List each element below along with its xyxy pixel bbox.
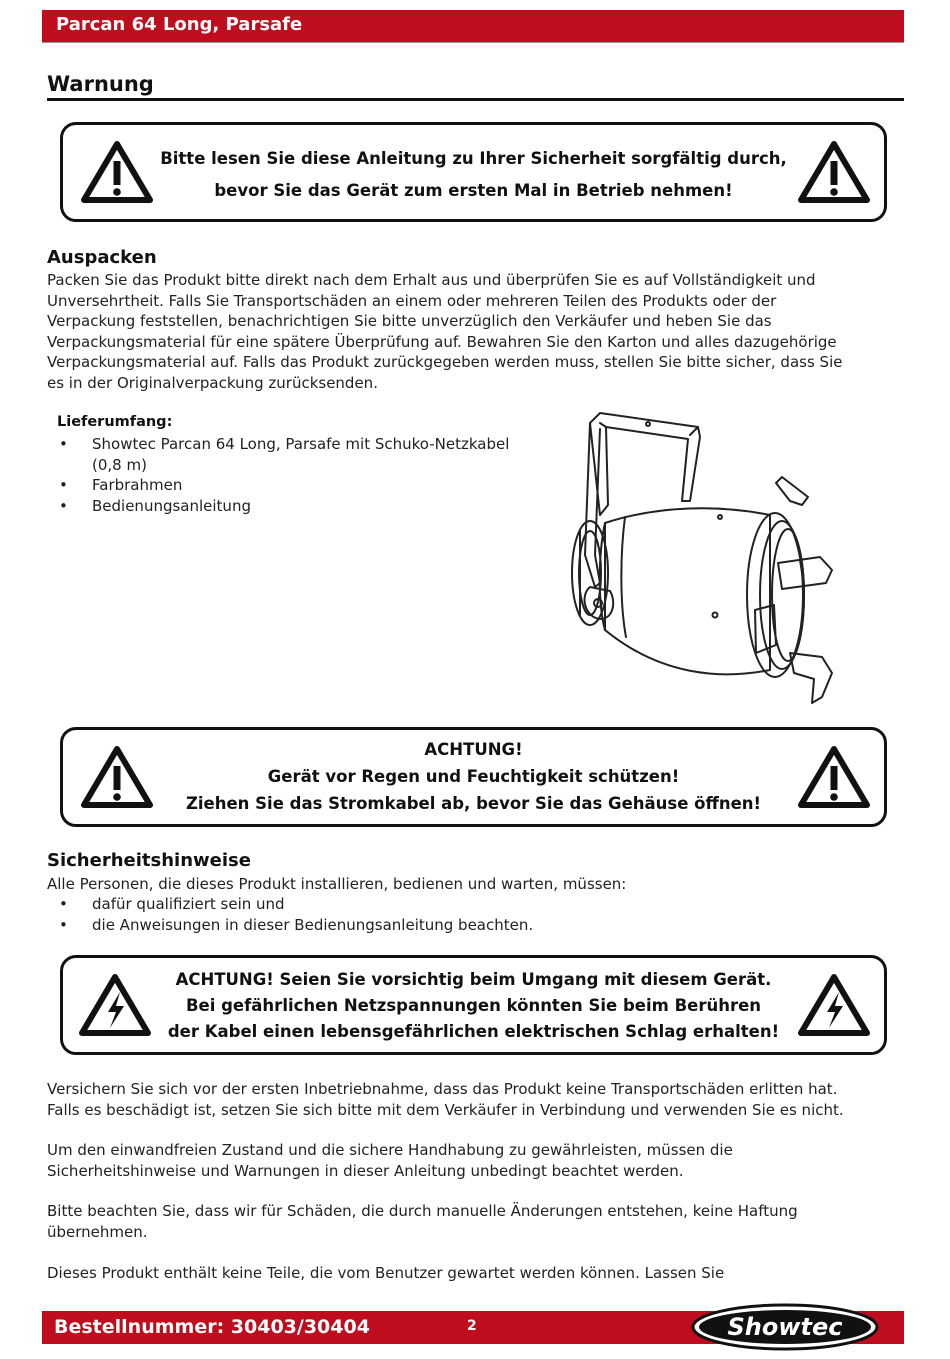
list-item bbox=[47, 894, 747, 915]
warning-box-electric-shock bbox=[60, 955, 887, 1055]
warning-box-moisture bbox=[60, 727, 887, 827]
paragraph-no-user-parts bbox=[47, 1263, 907, 1284]
list-item-text: (0,8 m) bbox=[92, 455, 147, 474]
paragraph-safe-handling bbox=[47, 1140, 907, 1181]
text-line: Sicherheitshinweise und Warnungen in dieser Anleitung unbedingt beachtet werden. bbox=[47, 1161, 684, 1180]
paragraph-liability bbox=[47, 1201, 907, 1242]
paragraph-transport-check bbox=[47, 1079, 907, 1120]
bullet: • bbox=[59, 915, 68, 934]
list-item bbox=[47, 496, 567, 517]
text-line: Verpackung feststellen, benachrichtigen Sie bitte unverzüglich den Verkäufer und heben Sie das bbox=[47, 312, 772, 330]
page-number: 2 bbox=[467, 1318, 477, 1334]
text-line: Versichern Sie sich vor der ersten Inbetriebnahme, dass das Produkt keine Transportschäden erlitten hat. bbox=[47, 1080, 838, 1098]
list-item-text: Showtec Parcan 64 Long, Parsafe mit Schuko-Netzkabel bbox=[92, 435, 510, 453]
bullet: • bbox=[59, 895, 68, 913]
list-item-text: Farbrahmen bbox=[92, 476, 183, 494]
section-heading-safety: Sicherheitshinweise bbox=[47, 850, 251, 871]
text-line: Verpackungsmaterial auf. Falls das Produkt zurückgegeben werden muss, stellen Sie bitte sicher, dass Sie bbox=[47, 353, 843, 371]
unpack-paragraph bbox=[47, 270, 907, 393]
list-item bbox=[47, 434, 567, 455]
text-line: Um den einwandfreien Zustand und die sichere Handhabung zu gewährleisten, müssen die bbox=[47, 1141, 733, 1159]
text-line: Falls es beschädigt ist, setzen Sie sich bitte mit dem Verkäufer in Verbindung und verwenden Sie es nicht. bbox=[47, 1100, 844, 1119]
text-line: Bitte beachten Sie, dass wir für Schäden, die durch manuelle Änderungen entstehen, keine Haftung bbox=[47, 1202, 798, 1220]
warning-text-line-3: der Kabel einen lebensgefährlichen elektrischen Schlag erhalten! bbox=[167, 1022, 780, 1041]
bullet: • bbox=[59, 496, 68, 515]
safety-intro: Alle Personen, die dieses Produkt installieren, bedienen und warten, müssen: bbox=[47, 875, 627, 893]
high-voltage-warning-icon bbox=[797, 972, 871, 1038]
list-item bbox=[47, 455, 567, 476]
warning-text-line-2: Bei gefährlichen Netzspannungen könnten Sie beim Berühren bbox=[185, 996, 762, 1015]
title-rule bbox=[47, 98, 904, 101]
page-title: Warnung bbox=[47, 72, 154, 96]
text-line: Verpackungsmaterial für eine spätere Überprüfung auf. Bewahren Sie den Karton und alles dazugehörige bbox=[47, 332, 837, 351]
list-item bbox=[47, 915, 747, 936]
order-number: Bestellnummer: 30403/30404 bbox=[54, 1316, 370, 1338]
showtec-logo bbox=[690, 1303, 880, 1351]
bullet: • bbox=[59, 435, 68, 453]
warning-text-line-1: Bitte lesen Sie diese Anleitung zu Ihrer Sicherheit sorgfältig durch, bbox=[160, 149, 787, 168]
header-title: Parcan 64 Long, Parsafe bbox=[56, 14, 303, 35]
warning-text-line-1: ACHTUNG! bbox=[424, 740, 523, 759]
section-heading-unpack: Auspacken bbox=[47, 247, 157, 268]
header-divider bbox=[42, 42, 904, 43]
text-line: Packen Sie das Produkt bitte direkt nach dem Erhalt aus und überprüfen Sie es auf Vollständigkeit und bbox=[47, 271, 816, 289]
exclamation-warning-icon bbox=[797, 139, 871, 205]
text-line: Unversehrtheit. Falls Sie Transportschäden an einem oder mehreren Teilen des Produkts oder der bbox=[47, 291, 777, 310]
exclamation-warning-icon bbox=[797, 744, 871, 810]
warning-box-read-manual bbox=[60, 122, 887, 222]
delivery-list bbox=[47, 434, 567, 516]
list-item-text: Bedienungsanleitung bbox=[92, 496, 251, 515]
warning-text-line-3: Ziehen Sie das Stromkabel ab, bevor Sie das Gehäuse öffnen! bbox=[185, 794, 762, 813]
list-item-text: die Anweisungen in dieser Bedienungsanleitung beachten. bbox=[92, 915, 534, 934]
bullet: • bbox=[59, 476, 68, 494]
warning-text-line-2: bevor Sie das Gerät zum ersten Mal in Betrieb nehmen! bbox=[214, 181, 733, 200]
list-item bbox=[47, 475, 567, 496]
parcan-product-illustration bbox=[550, 405, 850, 710]
logo-text: Showtec bbox=[727, 1313, 843, 1341]
text-line: Dieses Produkt enthält keine Teile, die vom Benutzer gewartet werden können. Lassen Sie bbox=[47, 1264, 725, 1282]
warning-text-line-1: ACHTUNG! Seien Sie vorsichtig beim Umgang mit diesem Gerät. bbox=[175, 970, 772, 989]
warning-text-line-2: Gerät vor Regen und Feuchtigkeit schützen! bbox=[267, 767, 680, 786]
list-item-text: dafür qualifiziert sein und bbox=[92, 895, 285, 913]
header-bar bbox=[42, 10, 904, 42]
text-line: es in der Originalverpackung zurücksenden. bbox=[47, 373, 378, 392]
text-line: übernehmen. bbox=[47, 1222, 148, 1241]
delivery-heading: Lieferumfang: bbox=[57, 414, 173, 430]
safety-list bbox=[47, 894, 747, 935]
